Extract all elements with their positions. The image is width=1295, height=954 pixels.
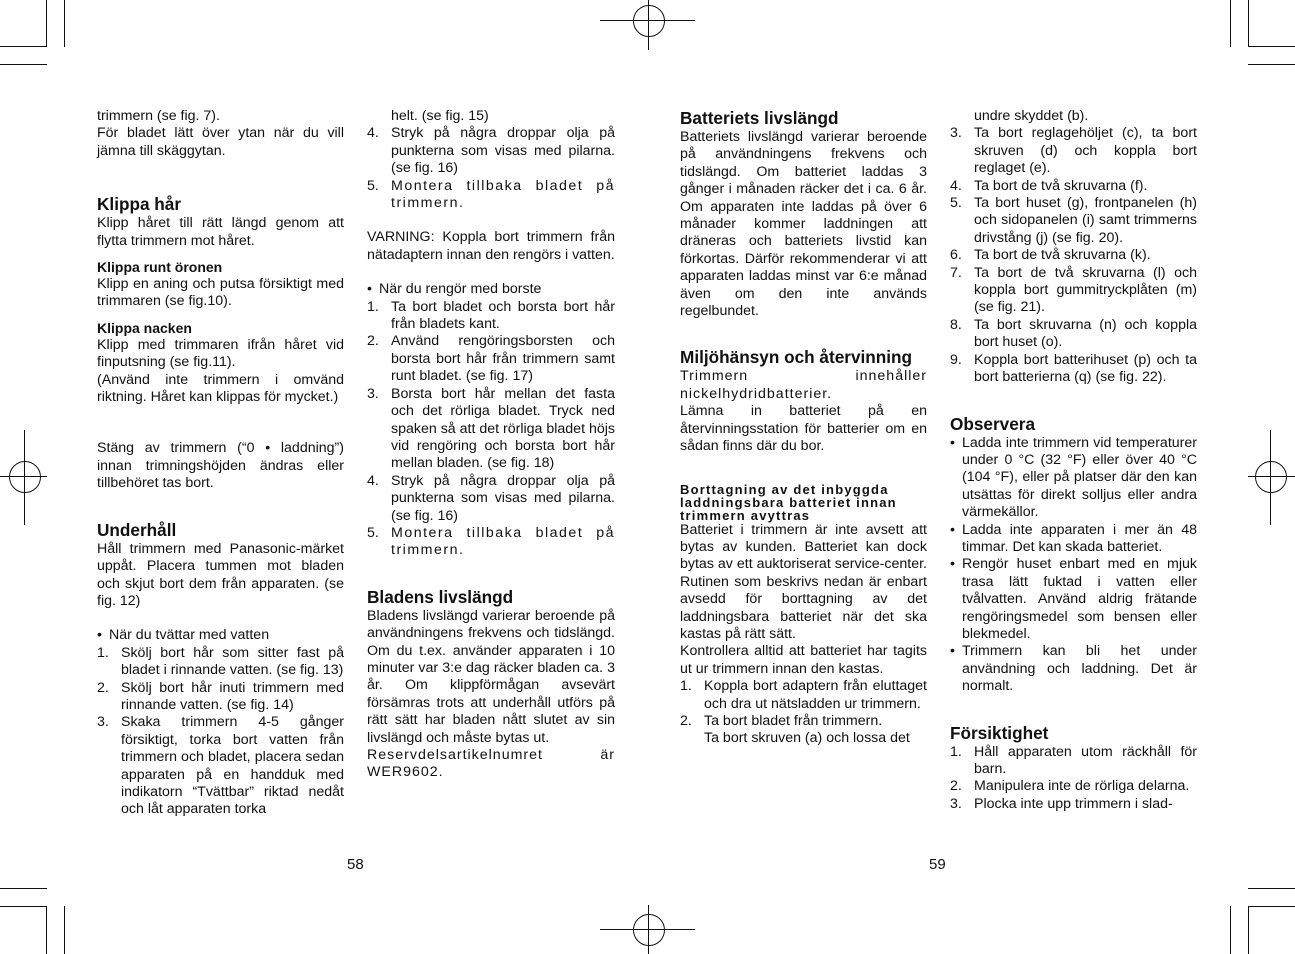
registration-mark bbox=[1248, 476, 1295, 477]
subheading: Klippa nacken bbox=[97, 319, 192, 336]
crop-mark bbox=[0, 64, 47, 65]
list-item: 8. Ta bort skruvarna (n) och koppla bort huset (o). bbox=[950, 316, 1197, 351]
list-item: 1. Ta bort bladet och borsta bort hår från bladets kant. bbox=[367, 298, 615, 333]
list-item: 4. Stryk på några droppar olja på punkterna som visas med pilarna. (se fig. 16) bbox=[367, 472, 615, 524]
bullet-item: • När du tvättar med vatten bbox=[97, 627, 270, 644]
paragraph: Håll trimmern med Panasonic-märket uppåt. Placera tummen mot bladen och skjut bort dem från apparaten. (se fig. 12) bbox=[97, 540, 344, 609]
registration-mark bbox=[648, 0, 649, 50]
page-number: 59 bbox=[929, 856, 946, 873]
section-heading: Batteriets livslängd bbox=[680, 108, 839, 128]
paragraph: Batteriet i trimmern är inte avsett att bytas av kunden. Batteriet kan dock bytas av ett auktoriserat service-center. Rutinen som beskrivs nedan är enbart avsedd för borttagning av det laddningsbara batteriet när det ska kastas på rätt sätt. bbox=[680, 521, 927, 642]
registration-mark bbox=[633, 5, 665, 37]
paragraph: Kontrollera alltid att batteriet har tagits ut ur trimmern innan den kastas. bbox=[680, 643, 927, 677]
page-number: 58 bbox=[347, 856, 364, 873]
column-1 bbox=[97, 108, 344, 819]
crop-mark bbox=[64, 0, 65, 47]
registration-mark bbox=[1255, 461, 1287, 493]
list-item: 7. Ta bort de två skruvarna (l) och koppla bort gummitryckplåten (m) (se fig. 21). bbox=[950, 264, 1197, 316]
warning-text: VARNING: Koppla bort trimmern från nätadaptern innan den rengörs i vatten. bbox=[367, 229, 615, 263]
registration-mark bbox=[633, 914, 665, 946]
list-item: 6. Ta bort de två skruvarna (k). bbox=[950, 247, 1151, 264]
list-item: 4. Ta bort de två skruvarna (f). bbox=[950, 177, 1148, 194]
bullet-item: • När du rengör med borste bbox=[367, 281, 542, 298]
list-item: undre skyddet (b). bbox=[974, 108, 1089, 124]
crop-mark bbox=[1248, 64, 1295, 65]
list-item: 3. Borsta bort hår mellan det fasta och det rörliga bladet. Tryck ned spaken så att det rörliga bladet höjs vid rengöring och borsta bort hår mellan bladen. (se fig. 18) bbox=[367, 385, 615, 472]
list-item: 4. Stryk på några droppar olja på punkterna som visas med pilarna. (se fig. 16) bbox=[367, 125, 615, 177]
list-item: 3. Ta bort reglagehöljet (c), ta bort skruven (d) och koppla bort reglaget (e). bbox=[950, 125, 1197, 177]
registration-mark bbox=[9, 461, 41, 493]
list-item: 2. Ta bort bladet från trimmern. bbox=[680, 712, 883, 729]
crop-mark bbox=[1230, 0, 1231, 47]
paragraph: Klipp med trimmaren ifrån håret vid finputsning (se fig.11). bbox=[97, 336, 344, 371]
column-3 bbox=[680, 108, 927, 748]
paragraph: Stäng av trimmern (“0 • laddning”) innan trimningshöjden ändras eller tillbehöret tas bort. bbox=[97, 440, 344, 492]
paragraph: Trimmern innehåller nickelhydridbatterier. bbox=[680, 368, 927, 402]
crop-mark bbox=[1248, 46, 1295, 47]
crop-mark bbox=[46, 906, 47, 954]
list-item: 1. Skölj bort hår som sitter fast på bladet i rinnande vatten. (se fig. 13) bbox=[97, 644, 344, 679]
list-item: 5. Montera tillbaka bladet på trimmern. bbox=[367, 177, 615, 212]
crop-mark bbox=[0, 46, 46, 47]
crop-mark bbox=[64, 906, 65, 954]
list-item: 1. Koppla bort adaptern från eluttaget och dra ut nätsladden ur trimmern. bbox=[680, 678, 927, 712]
list-item: 9. Koppla bort batterihuset (p) och ta bort batterierna (q) (se fig. 22). bbox=[950, 351, 1197, 386]
paragraph: Lämna in batteriet på en återvinningsstation för batterier om en sådan finns där du bor. bbox=[680, 403, 927, 455]
section-heading: Underhåll bbox=[97, 519, 177, 540]
list-item: 3. Skaka trimmern 4-5 gånger försiktigt, torka bort vatten från trimmern och bladet, placera sedan apparaten på en handduk med indikatorn “Tvättbar” riktad nedåt och låt apparaten torka bbox=[97, 714, 344, 818]
list-item: 5. Ta bort huset (g), frontpanelen (h) och sidopanelen (i) samt trimmerns drivstång (j) (se fig. 20). bbox=[950, 195, 1197, 246]
crop-mark bbox=[46, 0, 47, 47]
paragraph: För bladet lätt över ytan när du vill jämna till skäggytan. bbox=[97, 125, 344, 159]
paragraph: Batteriets livslängd varierar beroende på användningens frekvens och tidslängd. Om batteriet laddas 3 gånger i månaden räcker det i ca. 6 år. Om apparaten inte laddas på över 6 månader kommer laddningen att dräneras och batteriets livstid kan förkortas. Därför rekommenderar vi att apparaten laddas minst var 6:e månad även om den inte används regelbundet. bbox=[680, 129, 927, 320]
section-heading: Försiktighet bbox=[950, 722, 1049, 743]
paragraph: Reservdelsartikelnumret är WER9602. bbox=[367, 747, 615, 781]
crop-mark bbox=[1248, 0, 1249, 47]
paragraph: Bladens livslängd varierar beroende på användningens frekvens och tidslängd. Om du t.ex. använder apparaten i 10 minuter var 3:e dag räcker bladen ca. 3 år. Om klippförmågan avsevärt försämras trots att underhåll utförs på rätt sätt har bladen nått slutet av sin livslängd och måste bytas ut. bbox=[367, 607, 615, 746]
bullet-item: • Trimmern kan bli het under användning och laddning. Det är normalt. bbox=[950, 643, 1197, 695]
crop-mark bbox=[1248, 888, 1295, 889]
bullet-item: • Ladda inte trimmern vid temperaturer under 0 °C (32 °F) eller över 40 °C (104 °F), eller på platser där den kan utsättas för direkt solljus eller andra värmekällor. bbox=[950, 434, 1197, 521]
subheading: Klippa runt öronen bbox=[97, 259, 223, 276]
crop-mark bbox=[0, 888, 47, 889]
list-item: 2. Skölj bort hår inuti trimmern med rinnande vatten. (se fig. 14) bbox=[97, 679, 344, 713]
section-heading: Klippa hår bbox=[97, 194, 182, 215]
section-heading: Observera bbox=[950, 413, 1036, 434]
registration-mark bbox=[1270, 430, 1271, 525]
bullet-item: • Ladda inte apparaten i mer än 48 timmar. Det kan skada batteriet. bbox=[950, 521, 1197, 555]
subheading: Borttagning av det inbyggda laddningsbara batteriet innan trimmern avyttras bbox=[680, 481, 897, 523]
list-item: 5. Montera tillbaka bladet på trimmern. bbox=[367, 524, 615, 559]
column-2 bbox=[367, 108, 615, 782]
column-4 bbox=[950, 108, 1197, 813]
bullet-item: • Rengör huset enbart med en mjuk trasa lätt fuktad i vatten eller tvålvatten. Använd aldrig frätande rengöringsmedel som bensen eller blekmedel. bbox=[950, 556, 1197, 642]
section-heading: Bladens livslängd bbox=[367, 586, 514, 607]
paragraph: Klipp en aning och putsa försiktigt med trimmaren (se fig.10). bbox=[97, 276, 344, 310]
list-item: 2. Använd rengöringsborsten och borsta bort hår från trimmern samt runt bladet. (se fig. 17) bbox=[367, 333, 615, 385]
crop-mark bbox=[0, 906, 46, 907]
registration-mark bbox=[24, 430, 25, 525]
paragraph: trimmern (se fig. 7). bbox=[97, 108, 220, 124]
list-item: 2. Manipulera inte de rörliga delarna. bbox=[950, 778, 1190, 795]
crop-mark bbox=[1248, 906, 1295, 907]
registration-mark bbox=[648, 905, 649, 954]
section-heading: Miljöhänsyn och återvinning bbox=[680, 347, 913, 368]
paragraph: (Använd inte trimmern i omvänd riktning. Håret kan klippas för mycket.) bbox=[97, 371, 344, 406]
crop-mark bbox=[1230, 906, 1231, 954]
list-item: Ta bort skruven (a) och lossa det bbox=[704, 730, 910, 747]
list-item: helt. (se fig. 15) bbox=[391, 108, 489, 124]
crop-mark bbox=[1248, 906, 1249, 954]
list-item: 1. Håll apparaten utom räckhåll för barn. bbox=[950, 743, 1197, 777]
list-item: 3. Plocka inte upp trimmern i slad- bbox=[950, 795, 1173, 812]
paragraph: Klipp håret till rätt längd genom att flytta trimmern mot håret. bbox=[97, 215, 344, 249]
